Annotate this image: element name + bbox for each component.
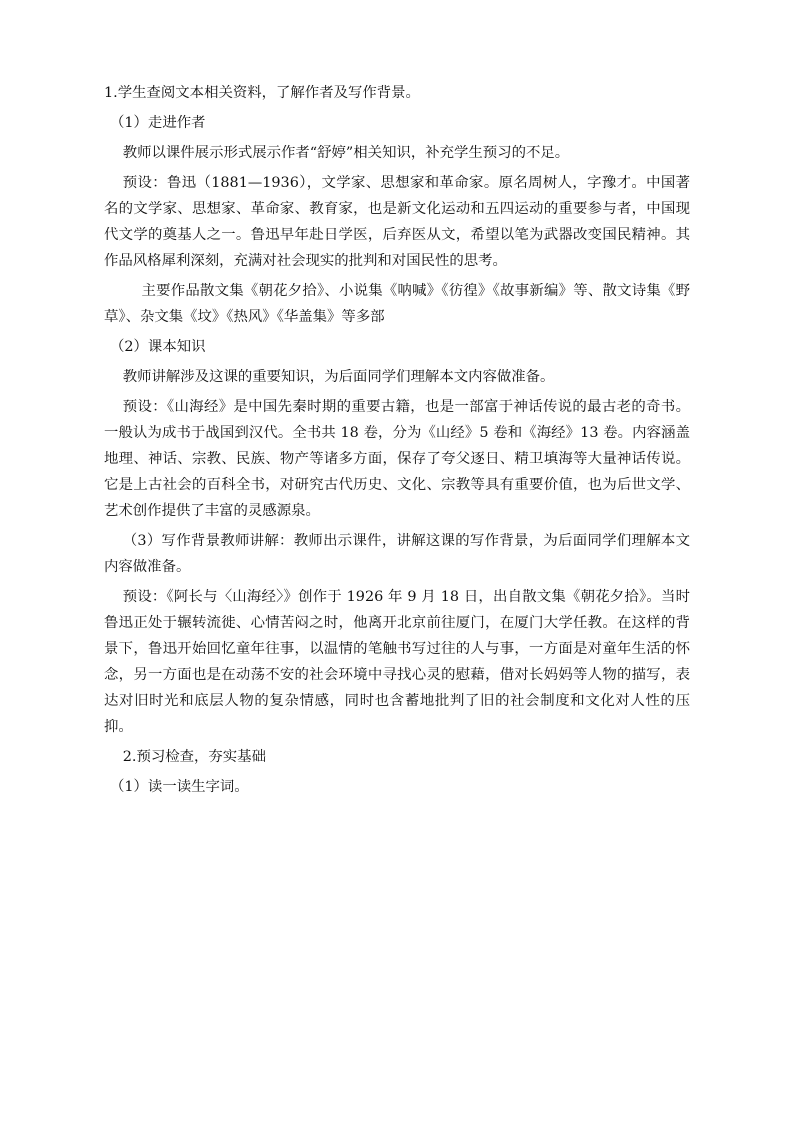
paragraph-major-works: 主要作品散文集《朝花夕拾》、小说集《呐喊》《彷徨》《故事新编》等、散文诗集《野草》、杂文集《坟》《热风》《华盖集》等多部: [104, 283, 690, 325]
paragraph-author-bio: 预设：鲁迅（1881—1936），文学家、思想家和革命家。原名周树人，字豫才。中国著名的文学家、思想家、革命家、教育家，也是新文化运动和五四运动的重要参与者，中国现代文学的奠基人之一。鲁迅早年赴日学医，后弃医从文，希望以笔为武器改变国民精神。其作品风格犀利深刻，充满对社会现实的批判和对国民性的思考。: [104, 175, 690, 269]
subheading-author: （1）走进作者: [110, 115, 206, 131]
document-body: [104, 80, 690, 800]
paragraph-background-detail: 预设：《阿长与〈山海经〉》创作于 1926 年 9 月 18 日，出自散文集《朝花夕拾》。当时鲁迅正处于辗转流徙、心情苦闷之时，他离开北京前往厦门，在厦门大学任教。在这样的背景下，鲁迅开始回忆童年往事，以温情的笔触书写过往的人与事，一方面是对童年生活的怀念，另一方面也是在动荡不安的社会环境中寻找心灵的慰藉，借对长妈妈等人物的描写，表达对旧时光和底层人物的复杂情感，同时也含蓄地批判了旧的社会制度和文化对人性的压抑。: [104, 589, 690, 735]
section-heading-1: 1.学生查阅文本相关资料，了解作者及写作背景。: [104, 85, 420, 101]
subheading-read-words: （1）读一读生字词。: [110, 779, 249, 795]
section-heading-2: 2.预习检查，夯实基础: [122, 749, 266, 765]
paragraph-teacher-explain: 教师讲解涉及这课的重要知识，为后面同学们理解本文内容做准备。: [122, 369, 555, 385]
paragraph-writing-background: （3）写作背景教师讲解：教师出示课件，讲解这课的写作背景，为后面同学们理解本文内容做准备。: [104, 533, 690, 575]
paragraph-shanhaijing: 预设：《山海经》是中国先秦时期的重要古籍，也是一部富于神话传说的最古老的奇书。一般认为成书于战国到汉代。全书共 18 卷，分为《山经》5 卷和《海经》13 卷。内容涵盖地理、神话、宗教、民族、物产等诸多方面，保存了夸父逐日、精卫填海等大量神话传说。它是上古社会的百科全书，对研究古代历史、文化、宗教等具有重要价值，也为后世文学、艺术创作提供了丰富的灵感源泉。: [104, 399, 690, 519]
subheading-textbook-knowledge: （2）课本知识: [110, 339, 206, 355]
paragraph-teacher-intro: 教师以课件展示形式展示作者“舒婷”相关知识，补充学生预习的不足。: [122, 145, 570, 161]
